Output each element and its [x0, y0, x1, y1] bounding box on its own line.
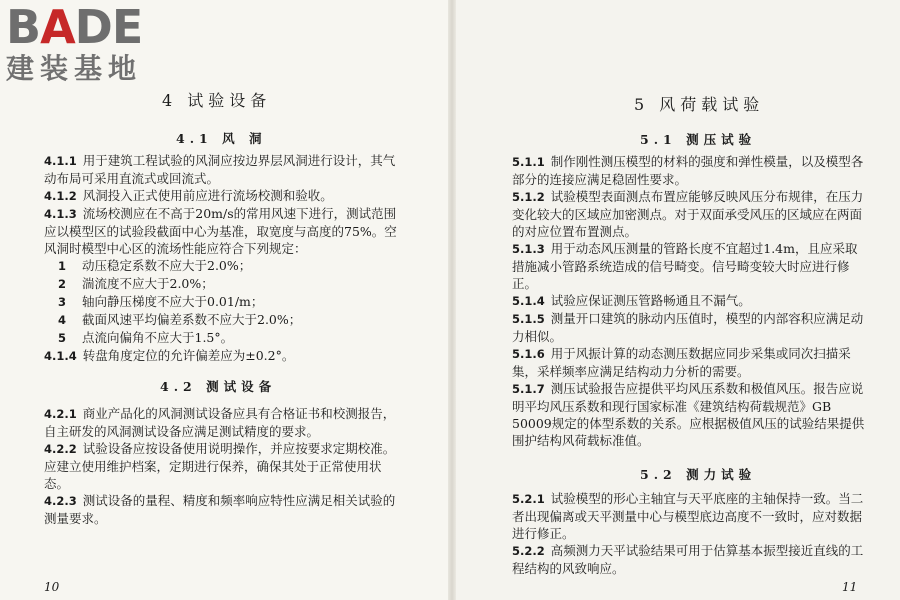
- list-item: [44, 275, 404, 293]
- clause-text: 用于风振计算的动态测压数据应同步采集或同次扫描采集，采样频率应满足结构动力分析的需要。: [512, 346, 851, 379]
- clause-text: 用于建筑工程试验的风洞应按边界层风洞进行设计，其气动布局可采用直流式或回流式。: [44, 153, 396, 186]
- clause-number: 5.1.6: [512, 347, 545, 361]
- clause-5-2-2: [512, 542, 868, 577]
- list-item: [44, 293, 404, 311]
- clause-5-1-3: [512, 240, 868, 292]
- logo-letters-de: DE: [74, 0, 143, 54]
- clause-4-2-3: [44, 492, 404, 527]
- clause-text: 流场校测应在不高于20m/s的常用风速下进行，测试范围应以模型区的试验段截面中心为基准，取宽度与高度的75%。空风洞时模型中心区的流场性能应符合下列规定：: [44, 206, 397, 256]
- clause-number: 5.1.3: [512, 242, 545, 256]
- clause-text: 制作刚性测压模型的材料的强度和弹性模量，以及模型各部分的连接应满足稳固性要求。: [512, 154, 864, 187]
- clause-number: 4.1.3: [44, 207, 77, 221]
- book-gutter: [448, 0, 456, 600]
- clause-number: 5.1.7: [512, 382, 545, 396]
- chapter-4-title: 4 试验设备: [162, 91, 272, 110]
- section-5-1-body: [512, 153, 868, 449]
- clause-number: 5.2.2: [512, 544, 545, 558]
- clause-text: 风洞投入正式使用前应进行流场校测和验收。: [82, 188, 333, 203]
- list-text: 动压稳定系数不应大于2.0%；: [82, 258, 252, 273]
- list-number: 2: [58, 277, 67, 291]
- list-number: 1: [58, 259, 67, 273]
- page-number-left: 10: [44, 580, 60, 594]
- logo-wordmark: [6, 0, 176, 54]
- list-text: 截面风速平均偏差系数不应大于2.0%；: [82, 312, 302, 327]
- clause-4-1-4: [44, 347, 404, 365]
- clause-text: 转盘角度定位的允许偏差应为±0.2°。: [82, 348, 295, 363]
- clause-text: 试验模型表面测点布置应能够反映风压分布规律，在压力变化较大的区域应加密测点。对于双面承受风压的区域应在两面的对应位置布置测点。: [512, 189, 864, 239]
- list-item: [44, 257, 404, 275]
- clause-text: 测量开口建筑的脉动内压值时，模型的内部容积应满足动力相似。: [512, 311, 864, 344]
- clause-number: 4.2.3: [44, 494, 77, 508]
- clause-4-1-1: [44, 152, 404, 187]
- clause-text: 测试设备的量程、精度和频率响应特性应满足相关试验的测量要求。: [44, 493, 396, 526]
- clause-5-2-1: [512, 490, 868, 542]
- clause-number: 4.1.4: [44, 349, 77, 363]
- clause-text: 试验模型的形心主轴宜与天平底座的主轴保持一致。当二者出现偏离或天平测量中心与模型底边高度不一致时，应对数据进行修正。: [512, 491, 864, 541]
- clause-number: 5.1.5: [512, 312, 545, 326]
- clause-text: 高频测力天平试验结果可用于估算基本振型接近直线的工程结构的风致响应。: [512, 543, 864, 576]
- clause-4-1-2: [44, 187, 404, 205]
- clause-number: 4.1.1: [44, 154, 77, 168]
- list-number: 5: [58, 331, 67, 345]
- list-number: 4: [58, 313, 67, 327]
- section-4-1-body: [44, 152, 404, 365]
- section-5-2-title: 5.2 测力试验: [640, 467, 757, 482]
- chapter-5-title: 5 风荷载试验: [634, 95, 765, 114]
- section-4-2-body: [44, 405, 404, 527]
- list-number: 3: [58, 295, 67, 309]
- list-text: 轴向静压梯度不应大于0.01/m；: [82, 294, 264, 309]
- section-5-1-title: 5.1 测压试验: [640, 132, 757, 147]
- clause-number: 5.2.1: [512, 492, 545, 506]
- clause-text: 用于动态风压测量的管路长度不宜超过1.4m，且应采取措施减小管路系统造成的信号畸变。信号畸变较大时应进行修正。: [512, 241, 858, 291]
- clause-5-1-1: [512, 153, 868, 188]
- clause-4-2-1: [44, 405, 404, 440]
- clause-5-1-4: [512, 292, 868, 310]
- clause-number: 5.1.4: [512, 294, 545, 308]
- clause-number: 5.1.1: [512, 155, 545, 169]
- clause-text: 商业产品化的风洞测试设备应具有合格证书和校测报告，自主研发的风洞测试设备应满足测试精度的要求。: [44, 406, 396, 439]
- clause-5-1-5: [512, 310, 868, 345]
- clause-text: 试验应保证测压管路畅通且不漏气。: [550, 293, 751, 308]
- clause-number: 4.2.2: [44, 442, 77, 456]
- clause-number: 4.2.1: [44, 407, 77, 421]
- logo-letter-a: A: [40, 0, 75, 54]
- list-item: [44, 311, 404, 329]
- list-text: 点流向偏角不应大于1.5°。: [82, 330, 234, 345]
- clause-number: 5.1.2: [512, 190, 545, 204]
- section-4-2-title: 4.2 测试设备: [160, 379, 277, 394]
- clause-4-2-2: [44, 440, 404, 492]
- clause-5-1-6: [512, 345, 868, 380]
- clause-text: 测压试验报告应提供平均风压系数和极值风压。报告应说明平均风压系数和现行国家标准《建筑结构荷载规范》GB 50009规定的体型系数的关系。应根据极值风压的试验结果提供围护结构风荷载标准值。: [512, 381, 865, 448]
- list-text: 湍流度不应大于2.0%；: [82, 276, 214, 291]
- list-item: [44, 329, 404, 347]
- logo: [6, 0, 176, 86]
- clause-5-1-7: [512, 380, 868, 449]
- clause-4-1-3: [44, 205, 404, 257]
- logo-letter-b: B: [6, 0, 41, 54]
- page-number-right: 11: [842, 580, 858, 594]
- section-5-2-body: [512, 490, 868, 577]
- logo-subtitle: 建装基地: [6, 52, 143, 85]
- clause-5-1-2: [512, 188, 868, 240]
- clause-text: 试验设备应按设备使用说明操作，并应按要求定期校准。应建立使用维护档案，定期进行保养，确保其处于正常使用状态。: [44, 441, 396, 491]
- clause-number: 4.1.2: [44, 189, 77, 203]
- section-4-1-title: 4.1 风 洞: [176, 131, 267, 146]
